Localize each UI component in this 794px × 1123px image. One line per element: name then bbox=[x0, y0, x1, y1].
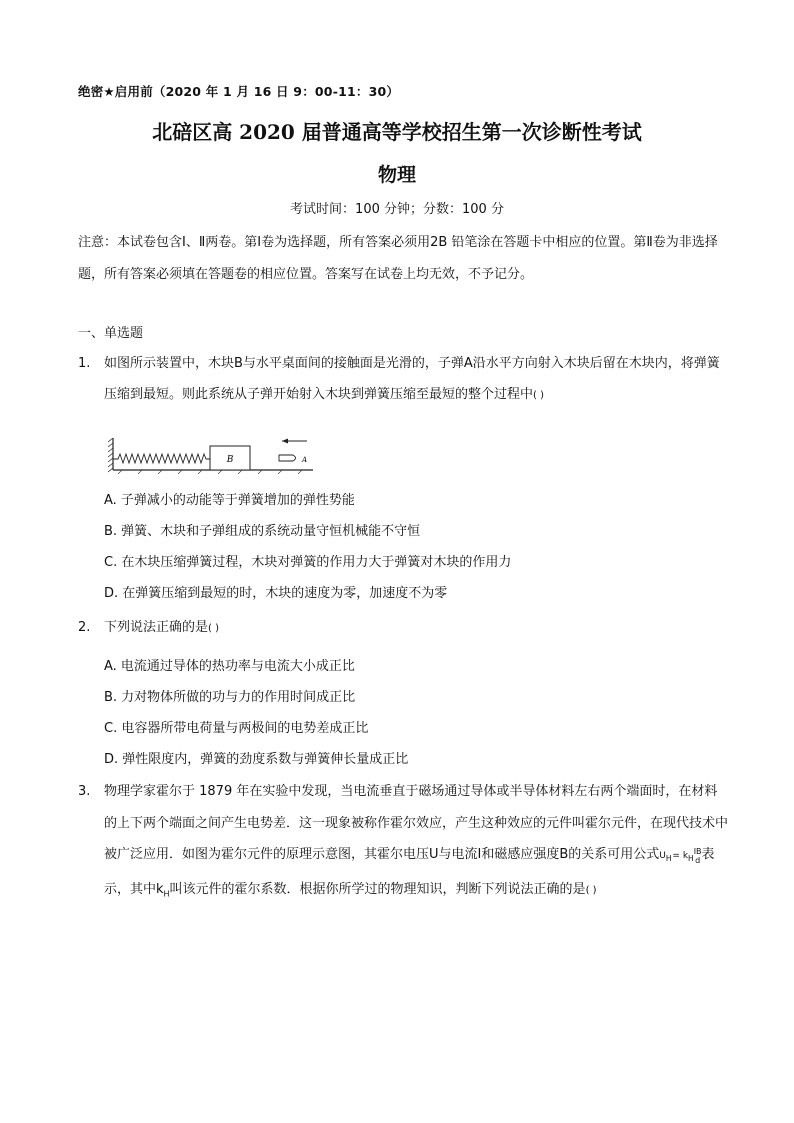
option-b: B. 力对物体所做的功与力的作用时间成正比 bbox=[104, 690, 356, 705]
option-a: A. 子弹减小的动能等于弹簧增加的弹性势能 bbox=[104, 493, 355, 508]
option-d: D. 在弹簧压缩到最短的时，木块的速度为零，加速度不为零 bbox=[104, 586, 448, 601]
subject-title: 物理 bbox=[377, 164, 416, 186]
hall-coefficient-subscript: H bbox=[163, 889, 170, 899]
answer-paren: ( ) bbox=[533, 390, 544, 401]
bullet-a bbox=[279, 455, 296, 461]
confidential-note: 绝密★启用前（2020 年 1 月 16 日 9：00-11：30） bbox=[78, 84, 400, 99]
question-number: 1. bbox=[78, 356, 91, 371]
answer-paren: ( ) bbox=[585, 885, 597, 897]
answer-paren: ( ) bbox=[208, 623, 219, 634]
question-text bbox=[104, 776, 728, 910]
question-number: 3. bbox=[78, 784, 91, 799]
question-number: 2. bbox=[78, 620, 91, 635]
exam-title: 北碚区高 2020 届普通高等学校招生第一次诊断性考试 bbox=[152, 120, 642, 144]
question-text bbox=[104, 348, 728, 411]
option-d: D. 弹性限度内，弹簧的劲度系数与弹簧伸长量成正比 bbox=[104, 752, 409, 767]
wall-hatching bbox=[108, 438, 113, 472]
bullet-label: A bbox=[302, 456, 308, 464]
spring bbox=[113, 454, 210, 463]
arrow-head bbox=[282, 439, 288, 444]
exam-notice: 注意：本试卷包含Ⅰ、Ⅱ两卷。第Ⅰ卷为选择题，所有答案必须用2B 铅笔涂在答题卡中相应的位置。第Ⅱ卷为非选择题，所有答案必须填在答题卷的相应位置。答案写在试卷上均无效，不予记分。 bbox=[78, 235, 718, 282]
question-stem-part3: 叫该元件的霍尔系数．根据你所学过的物理知识，判断下列说法正确的是 bbox=[169, 882, 586, 898]
spring-block-bullet-figure bbox=[108, 434, 314, 474]
option-c: C. 电容器所带电荷量与两极间的电势差成正比 bbox=[104, 721, 369, 736]
option-c: C. 在木块压缩弹簧过程，木块对弹簧的作用力大于弹簧对木块的作用力 bbox=[104, 555, 512, 570]
exam-info: 考试时间：100 分钟；分数：100 分 bbox=[290, 202, 504, 217]
block-label: B bbox=[226, 455, 234, 465]
section-title: 一、单选题 bbox=[78, 326, 144, 341]
hall-formula: $U_H$ = $k_H$ IB d bbox=[659, 846, 702, 865]
question-stem-part1: 物理学家霍尔于 1879 年在实验中发现，当电流垂直于磁场通过导体或半导体材料左右两个端面时，在材料的上下两个端面之间产生电势差．这一现象被称作霍尔效应，产生这种效应的元件叫霍尔元件，在现代技术中被广泛应用．如图为霍尔元件的原理示意图，其霍尔电压U与电流I和磁感应强度B的关系可用公式 bbox=[104, 784, 729, 862]
option-b: B. 弹簧、木块和子弹组成的系统动量守恒机械能不守恒 bbox=[104, 524, 421, 539]
question-stem-part2: 表示，其中k bbox=[104, 847, 715, 898]
question-stem: 下列说法正确的是 bbox=[104, 620, 209, 635]
option-a: A. 电流通过导体的热功率与电流大小成正比 bbox=[104, 659, 355, 674]
question-text bbox=[104, 612, 728, 644]
floor-hatching bbox=[118, 470, 302, 474]
question-stem: 如图所示装置中，木块B与水平桌面间的接触面是光滑的，子弹A沿水平方向射入木块后留在木块内，将弹簧压缩到最短。则此系统从子弹开始射入木块到弹簧压缩至最短的整个过程中 bbox=[104, 356, 720, 402]
